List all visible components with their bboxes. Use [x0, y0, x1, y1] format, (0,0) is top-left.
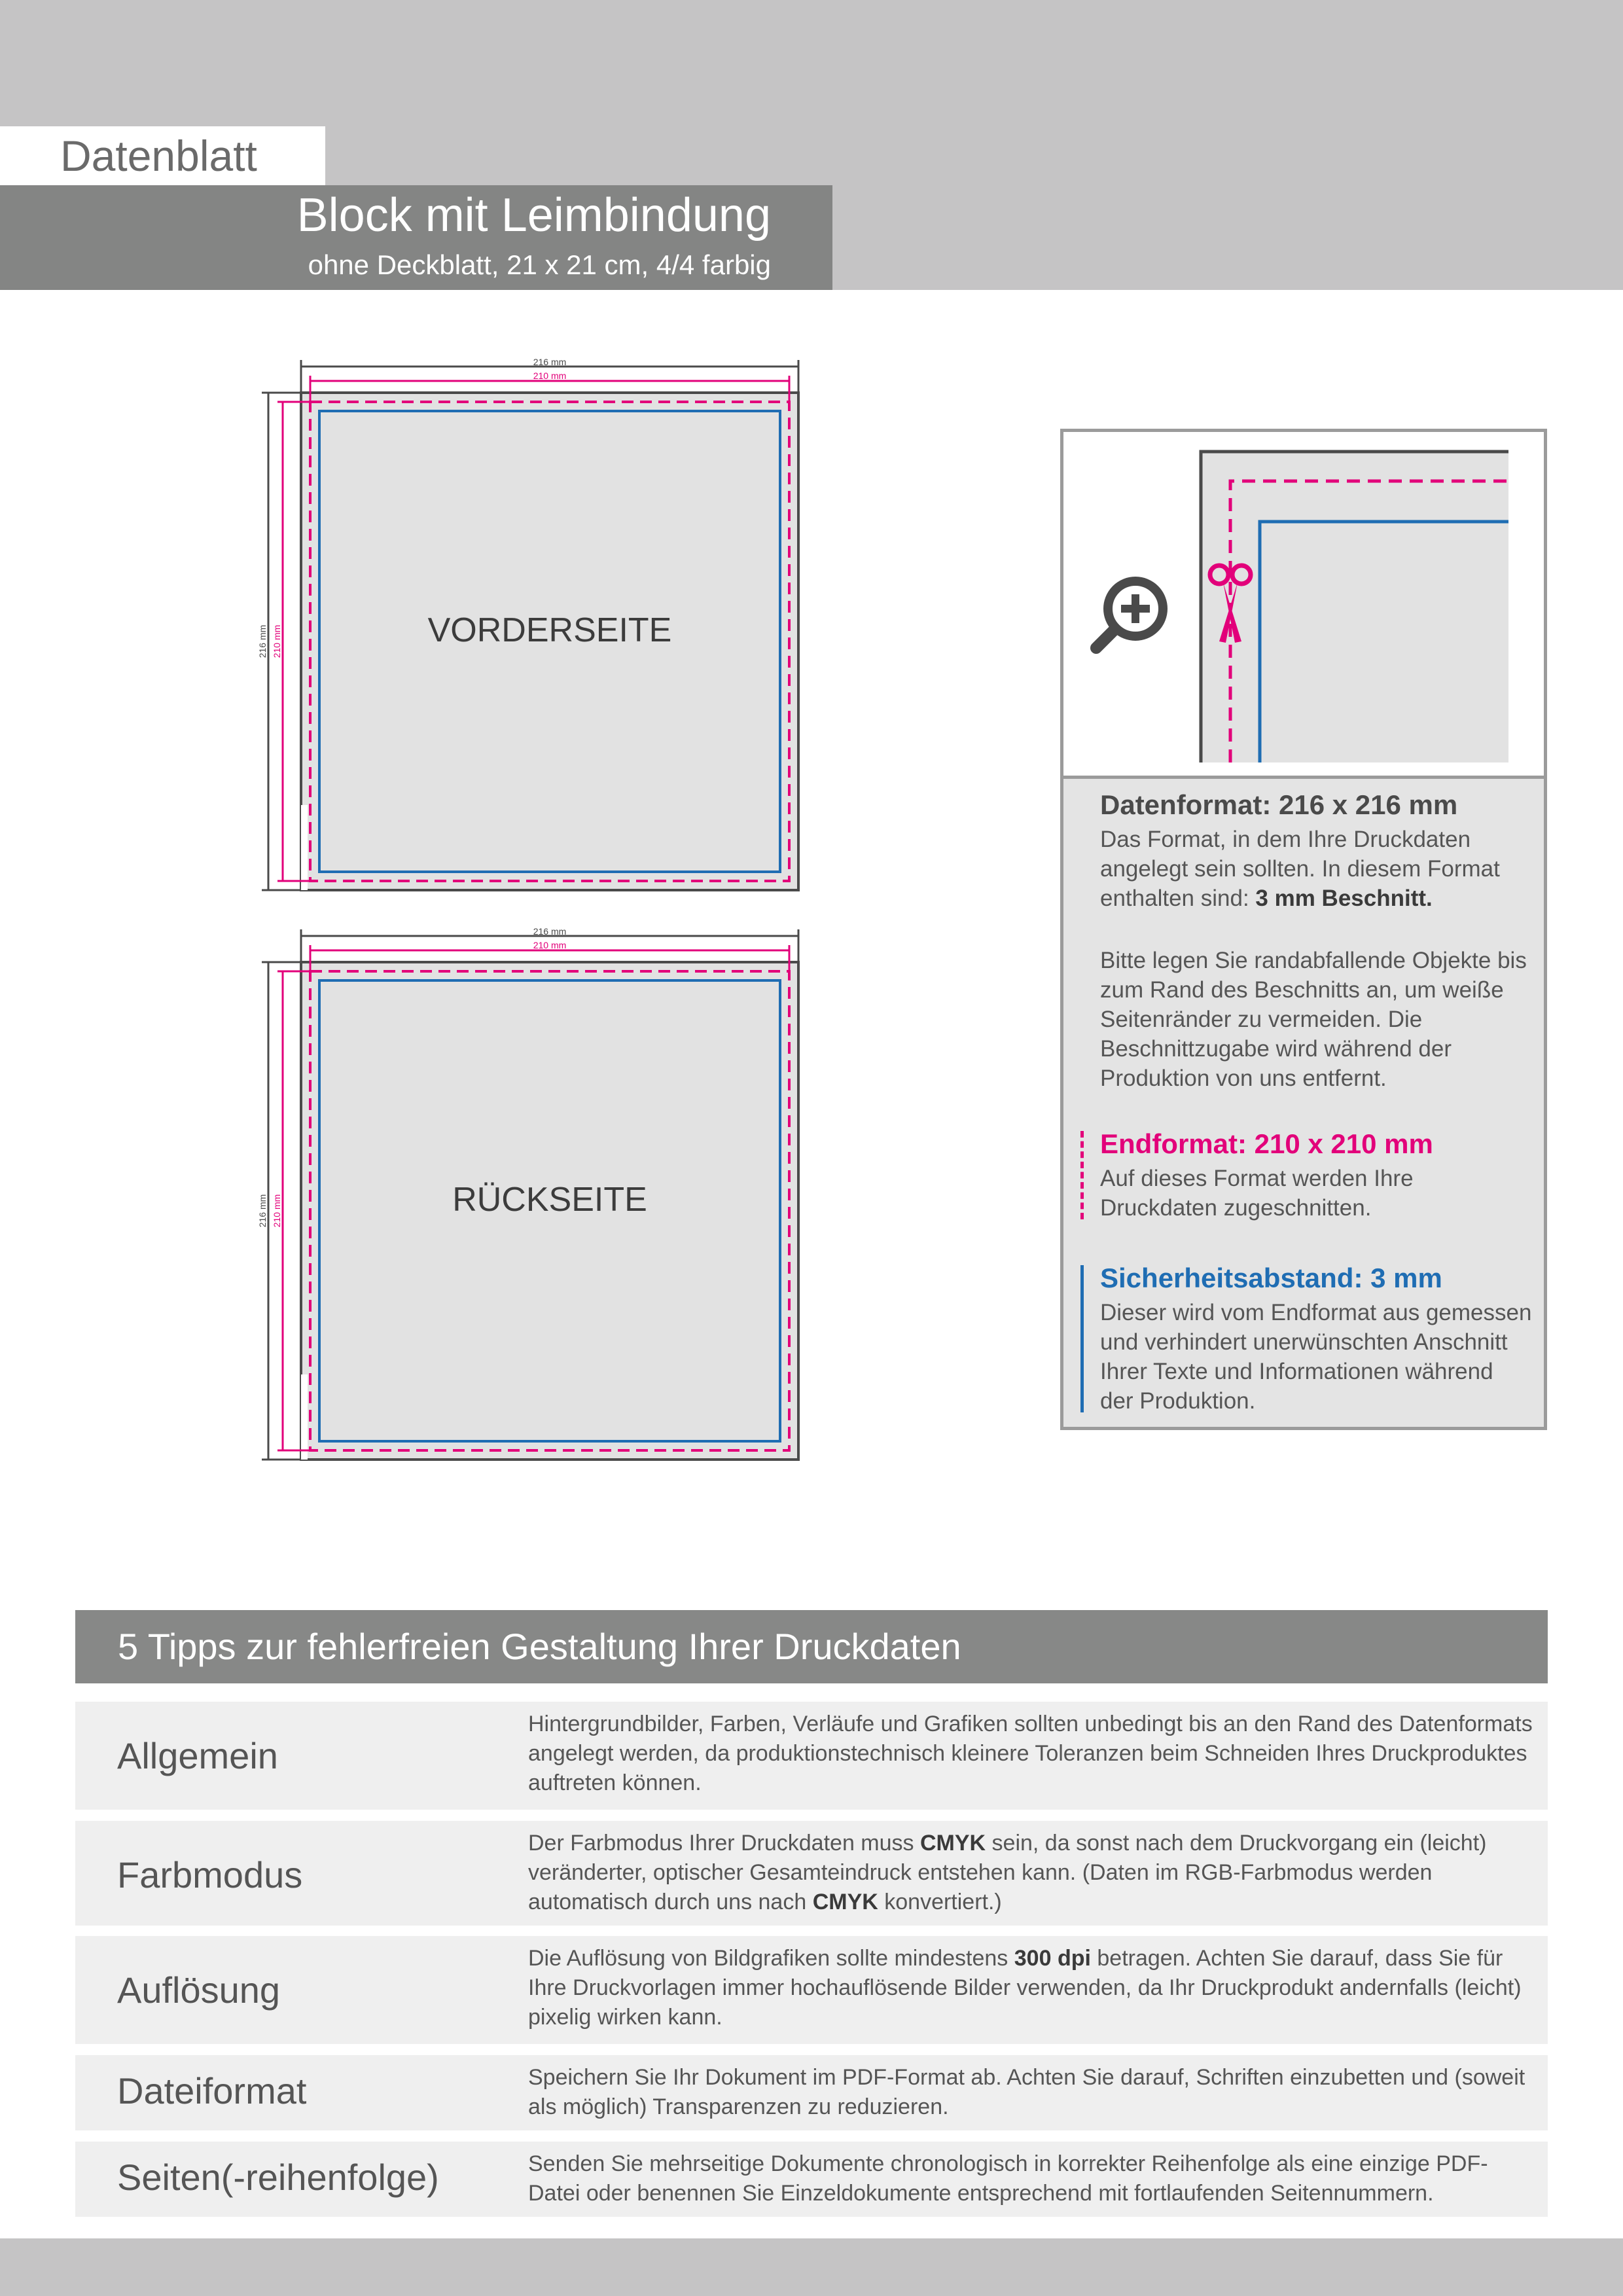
tip-label: Auflösung [117, 1969, 281, 2011]
back-format-graphic [255, 923, 812, 1466]
tip-row [75, 1936, 1548, 2044]
front-top-inner-dim: 210 mm [533, 370, 567, 381]
footer-band [0, 2238, 1623, 2296]
tip-row [75, 2142, 1548, 2217]
tip-row [75, 1702, 1548, 1810]
safety-marker [1080, 1265, 1084, 1412]
detail-bleed-area [1201, 452, 1508, 762]
tip-label: Seiten(-reihenfolge) [117, 2157, 439, 2198]
back-top-inner-dim: 210 mm [533, 940, 567, 950]
zoom-detail [1063, 432, 1544, 779]
back-left-inner-dim: 210 mm [272, 1194, 282, 1228]
front-left-inner-dim: 210 mm [272, 624, 282, 658]
tip-text: Die Auflösung von Bildgrafiken sollte mindestens 300 dpi betragen. Achten Sie darauf, dass Sie für Ihre Druckvorlagen immer hochauflösende Bilder verwenden, da Ihr Druckprodukt andernfalls (leicht) pixelig wirken kann. [528, 1946, 1522, 2030]
tip-row [75, 2055, 1548, 2130]
sicherheit-description: Dieser wird vom Endformat aus gemessen und verhindert unerwünschten Anschnitt Ihrer Texte und Informationen während der Produktion. [1100, 1300, 1532, 1414]
front-format-graphic [255, 353, 812, 897]
document-subtitle: ohne Deckblatt, 21 x 21 cm, 4/4 farbig [308, 249, 771, 280]
tip-text: Speichern Sie Ihr Dokument im PDF-Format ab. Achten Sie darauf, Schriften einzubetten und (soweit als möglich) Transparenzen zu reduzieren. [528, 2065, 1525, 2119]
document-title: Block mit Leimbindung [296, 189, 771, 242]
zoom-in-icon [1096, 581, 1163, 648]
front-page-label: VORDERSEITE [427, 611, 672, 649]
datenformat-title: Datenformat: 216 x 216 mm [1100, 789, 1458, 820]
tip-label: Farbmodus [117, 1854, 303, 1895]
tip-text: Senden Sie mehrseitige Dokumente chronologisch in korrekter Reihenfolge als eine einzige PDF-Datei oder benennen Sie Einzeldokumente entsprechend mit fortlaufenden Seitennummern. [528, 2151, 1488, 2206]
tip-label: Allgemein [117, 1735, 278, 1776]
tip-label: Dateiformat [117, 2070, 307, 2111]
tip-text: Hintergrundbilder, Farben, Verläufe und Grafiken sollten unbedingt bis an den Rand des Datenformats angelegt werden, da produktionstechnisch kleinere Toleranzen beim Schneiden Ihres Druckproduktes auftreten können. [528, 1712, 1533, 1795]
back-page-label: RÜCKSEITE [452, 1181, 647, 1219]
back-page-diagram [255, 923, 812, 1466]
format-legend-panel [1060, 429, 1547, 1430]
datenformat-hint: Bitte legen Sie randabfallende Objekte bis zum Rand des Beschnitts an, um weiße Seitenränder zu vermeiden. Die Beschnittzugabe wird während der Produktion von uns entfernt. [1100, 948, 1527, 1091]
endformat-description: Auf dieses Format werden Ihre Druckdaten zugeschnitten. [1100, 1166, 1414, 1221]
bleed-gap [301, 1374, 308, 1460]
document-label: Datenblatt [60, 132, 257, 180]
sicherheit-title: Sicherheitsabstand: 3 mm [1100, 1263, 1442, 1293]
front-top-outer-dim: 216 mm [533, 357, 567, 367]
trim-marker [1080, 1131, 1084, 1219]
tip-text: Der Farbmodus Ihrer Druckdaten muss CMYK sein, da sonst nach dem Druckvorgang ein (leicht) veränderter, optischer Gesamteindruck entstehen kann. (Daten im RGB-Farbmodus werden automatisch durch uns nach CMYK konvertiert.) [528, 1831, 1487, 1914]
front-left-outer-dim: 216 mm [257, 624, 268, 658]
corner-detail-graphic [1063, 432, 1544, 776]
tips-title: 5 Tipps zur fehlerfreien Gestaltung Ihrer Druckdaten [118, 1626, 961, 1667]
back-left-outer-dim: 216 mm [257, 1194, 268, 1228]
endformat-title: Endformat: 210 x 210 mm [1100, 1128, 1433, 1159]
back-top-outer-dim: 216 mm [533, 926, 567, 937]
front-page-diagram [255, 353, 812, 897]
datenformat-description: Das Format, in dem Ihre Druckdaten angelegt sein sollten. In diesem Format enthalten sind: 3 mm Beschnitt. [1100, 827, 1500, 911]
tip-row [75, 1821, 1548, 1926]
tips-header [75, 1610, 1548, 1683]
bleed-gap [301, 805, 308, 890]
